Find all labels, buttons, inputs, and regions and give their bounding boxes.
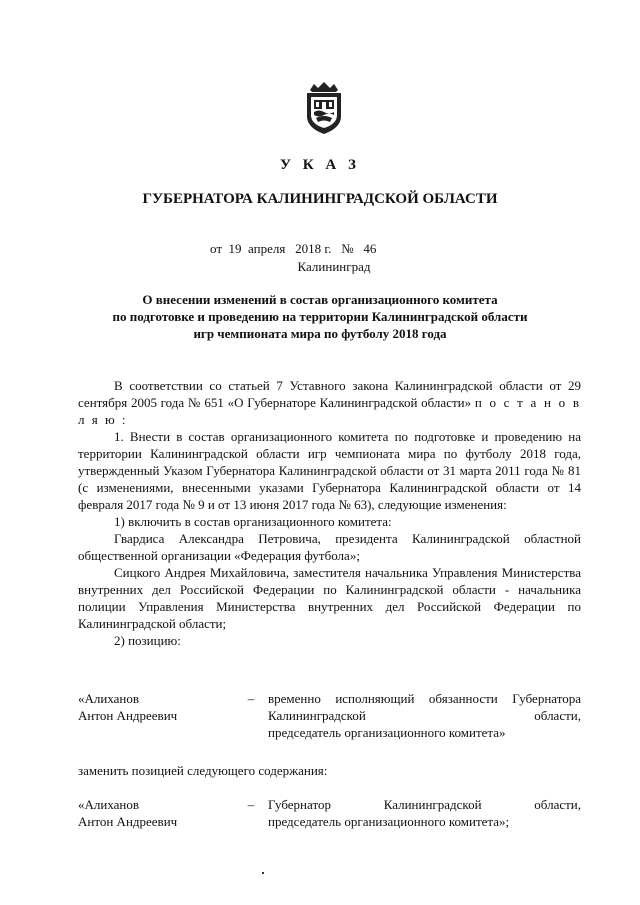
document-type-title: У К А З — [280, 157, 360, 173]
position-old-given-names: Антон Андреевич — [78, 708, 178, 723]
preamble-paragraph — [78, 377, 581, 428]
scan-speck — [262, 872, 264, 874]
subitem-1: 1) включить в состав организационного комитета: — [114, 514, 392, 529]
decree-body — [78, 377, 581, 649]
replace-instruction: заменить позицией следующего содержания: — [78, 763, 328, 778]
date-day: 19 — [228, 241, 242, 256]
position-new-name — [78, 796, 228, 830]
issuer-title: ГУБЕРНАТОРА КАЛИНИНГРАДСКОЙ ОБЛАСТИ — [142, 191, 498, 207]
decree-word: п о с т а н о в л я ю : — [78, 395, 581, 427]
person-gvardis: Гвардиса Александра Петровича, президента Калининградской областной общественной организации «Федерация футбола»; — [78, 531, 581, 563]
subitem-2: 2) позицию: — [114, 633, 181, 648]
position-old-desc-main: временно исполняющий обязанности Губернатора Калининградской области, — [268, 691, 581, 723]
preamble-text: В соответствии со статьей 7 Уставного закона Калининградской области от 29 сентября 2005 года № 651 «О Губернаторе Калининградской области» — [78, 378, 581, 410]
position-old-dash: – — [247, 691, 255, 706]
date-line — [210, 241, 376, 257]
position-new-desc-last: председатель организационного комитета»; — [268, 814, 510, 829]
position-old — [78, 690, 581, 742]
number-sign: № — [341, 241, 354, 256]
position-old-desc-last: председатель организационного комитета» — [268, 725, 506, 740]
decree-subject — [0, 291, 640, 342]
subject-line-1: О внесении изменений в состав организационного комитета — [142, 292, 498, 307]
subject-line-3: игр чемпионата мира по футболу 2018 года — [193, 326, 447, 341]
subject-line-2: по подготовке и проведению на территории Калининградской области — [112, 309, 528, 324]
decree-number: 46 — [363, 241, 377, 256]
date-prefix: от — [210, 241, 223, 256]
position-new-description — [268, 796, 581, 830]
position-new-desc-main: Губернатор Калининградской области, — [268, 797, 581, 812]
position-old-surname: «Алиханов — [78, 691, 140, 706]
person-sitsky: Сицкого Андрея Михайловича, заместителя начальника Управления Министерства внутренних дел Российской Федерации по Калининградской области - начальника полиции Управления Министерства внутренних дел Российской Федерации по Калининградской области; — [78, 565, 581, 631]
position-new — [78, 796, 581, 832]
date-year: 2018 г. — [295, 241, 332, 256]
city: Калининград — [297, 259, 371, 274]
position-old-description — [268, 690, 581, 741]
item-1: 1. Внести в состав организационного комитета по подготовке и проведению на территории Калининградской области игр чемпионата мира по футболу 2018 года, утвержденный Указом Губернатора Калининградской области от 31 марта 2011 года № 81 (с изменениями, внесенными указами Губернатора Калининградской области от 14 февраля 2017 года № 9 и от 13 июня 2017 года № 63), следующие изменения: — [78, 429, 581, 512]
position-new-given-names: Антон Андреевич — [78, 814, 178, 829]
date-month: апреля — [248, 241, 286, 256]
coat-of-arms-icon — [302, 80, 346, 136]
position-old-name — [78, 690, 228, 724]
position-new-surname: «Алиханов — [78, 797, 140, 812]
position-new-dash: – — [247, 797, 255, 812]
